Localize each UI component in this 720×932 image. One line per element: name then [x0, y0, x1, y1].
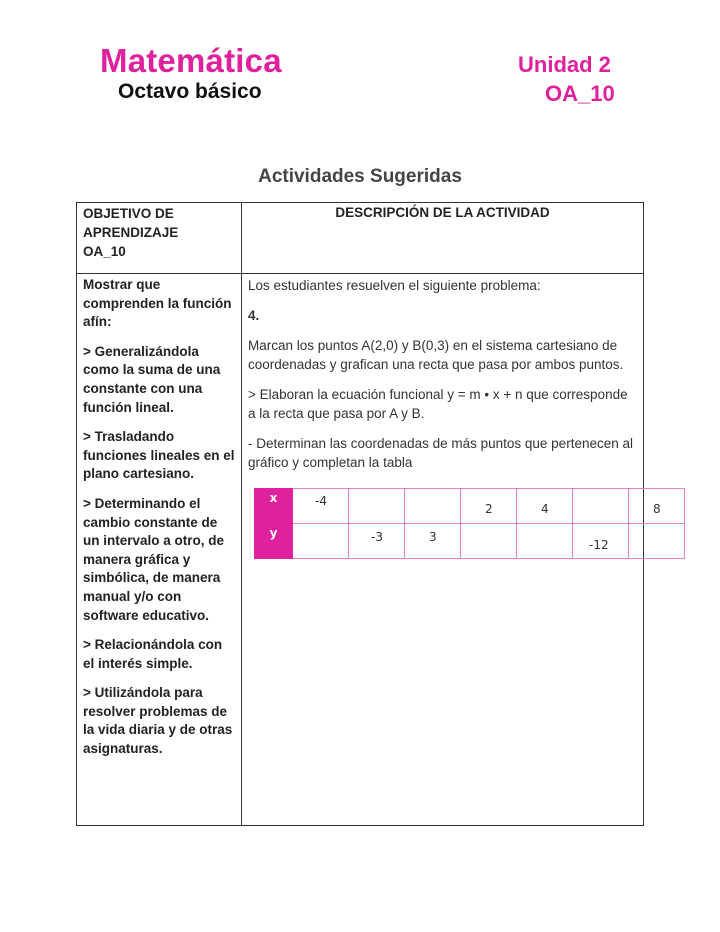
- oa-label: OA_10: [545, 81, 615, 106]
- y-value: -12: [589, 538, 609, 552]
- objective-item: > Utilizándola para resolver problemas de la vida diaria y de otras asignaturas.: [83, 685, 233, 757]
- x-cell[interactable]: [349, 489, 405, 524]
- x-cell[interactable]: [405, 489, 461, 524]
- problem-number: 4.: [248, 308, 260, 323]
- xy-row-x: [255, 489, 685, 524]
- x-value: 8: [653, 502, 661, 516]
- y-cell[interactable]: [629, 524, 685, 559]
- objective-intro: Mostrar que comprenden la función afín:: [83, 277, 232, 330]
- x-cell[interactable]: [629, 489, 685, 524]
- level-subtitle: Octavo básico: [118, 80, 262, 103]
- section-title: Actividades Sugeridas: [258, 166, 462, 187]
- x-value: 2: [485, 502, 493, 516]
- activities-table: [76, 202, 661, 826]
- activity-paragraph-2: > Elaboran la ecuación funcional y = m • x + n que corresponde a la recta que pasa por A y B.: [248, 387, 628, 421]
- objective-item: > Generalizándola como la suma de una constante con una función lineal.: [83, 343, 221, 415]
- x-cell[interactable]: [293, 489, 349, 524]
- objective-header-line-2: APRENDIZAJE: [83, 225, 179, 240]
- activity-intro: Los estudiantes resuelven el siguiente problema:: [248, 278, 541, 293]
- objective-header-line-3: OA_10: [83, 244, 126, 259]
- y-cell[interactable]: [349, 524, 405, 559]
- y-value: -3: [371, 530, 383, 544]
- x-cell[interactable]: [573, 489, 629, 524]
- x-value: 4: [541, 502, 549, 516]
- y-cell[interactable]: [293, 524, 349, 559]
- objective-item: > Relacionándola con el interés simple.: [83, 637, 223, 671]
- activity-paragraph-1: Marcan los puntos A(2,0) y B(0,3) en el sistema cartesiano de coordenadas y grafican una recta que pasa por ambos puntos.: [248, 338, 624, 372]
- xy-table: [254, 488, 685, 559]
- objective-cell: [77, 274, 242, 826]
- objective-item: > Trasladando funciones lineales en el plano cartesiano.: [83, 429, 235, 482]
- xy-table-wrapper: [254, 488, 661, 560]
- y-cell[interactable]: [461, 524, 517, 559]
- unit-label: Unidad 2: [518, 52, 611, 77]
- x-cell[interactable]: [517, 489, 573, 524]
- xy-row-y: [255, 524, 685, 559]
- activity-paragraph-3: - Determinan las coordenadas de más puntos que pertenecen al gráfico y completan la tabla: [248, 436, 633, 470]
- x-label: x: [255, 489, 293, 524]
- y-cell[interactable]: [517, 524, 573, 559]
- objective-item: > Determinando el cambio constante de un intervalo a otro, de manera gráfica y simbólica, de manera manual y/o con software educativo.: [83, 495, 225, 623]
- x-cell[interactable]: [461, 489, 517, 524]
- objective-header-line-1: OBJETIVO DE: [83, 206, 174, 221]
- objective-header: [77, 203, 242, 274]
- y-label: y: [255, 524, 293, 559]
- x-value: -4: [315, 494, 327, 508]
- y-cell[interactable]: [405, 524, 461, 559]
- y-cell[interactable]: [573, 524, 629, 559]
- y-value: 3: [429, 530, 437, 544]
- subject-title: Matemática: [100, 42, 282, 79]
- description-header: DESCRIPCIÓN DE LA ACTIVIDAD: [242, 203, 644, 274]
- description-cell: [242, 274, 661, 826]
